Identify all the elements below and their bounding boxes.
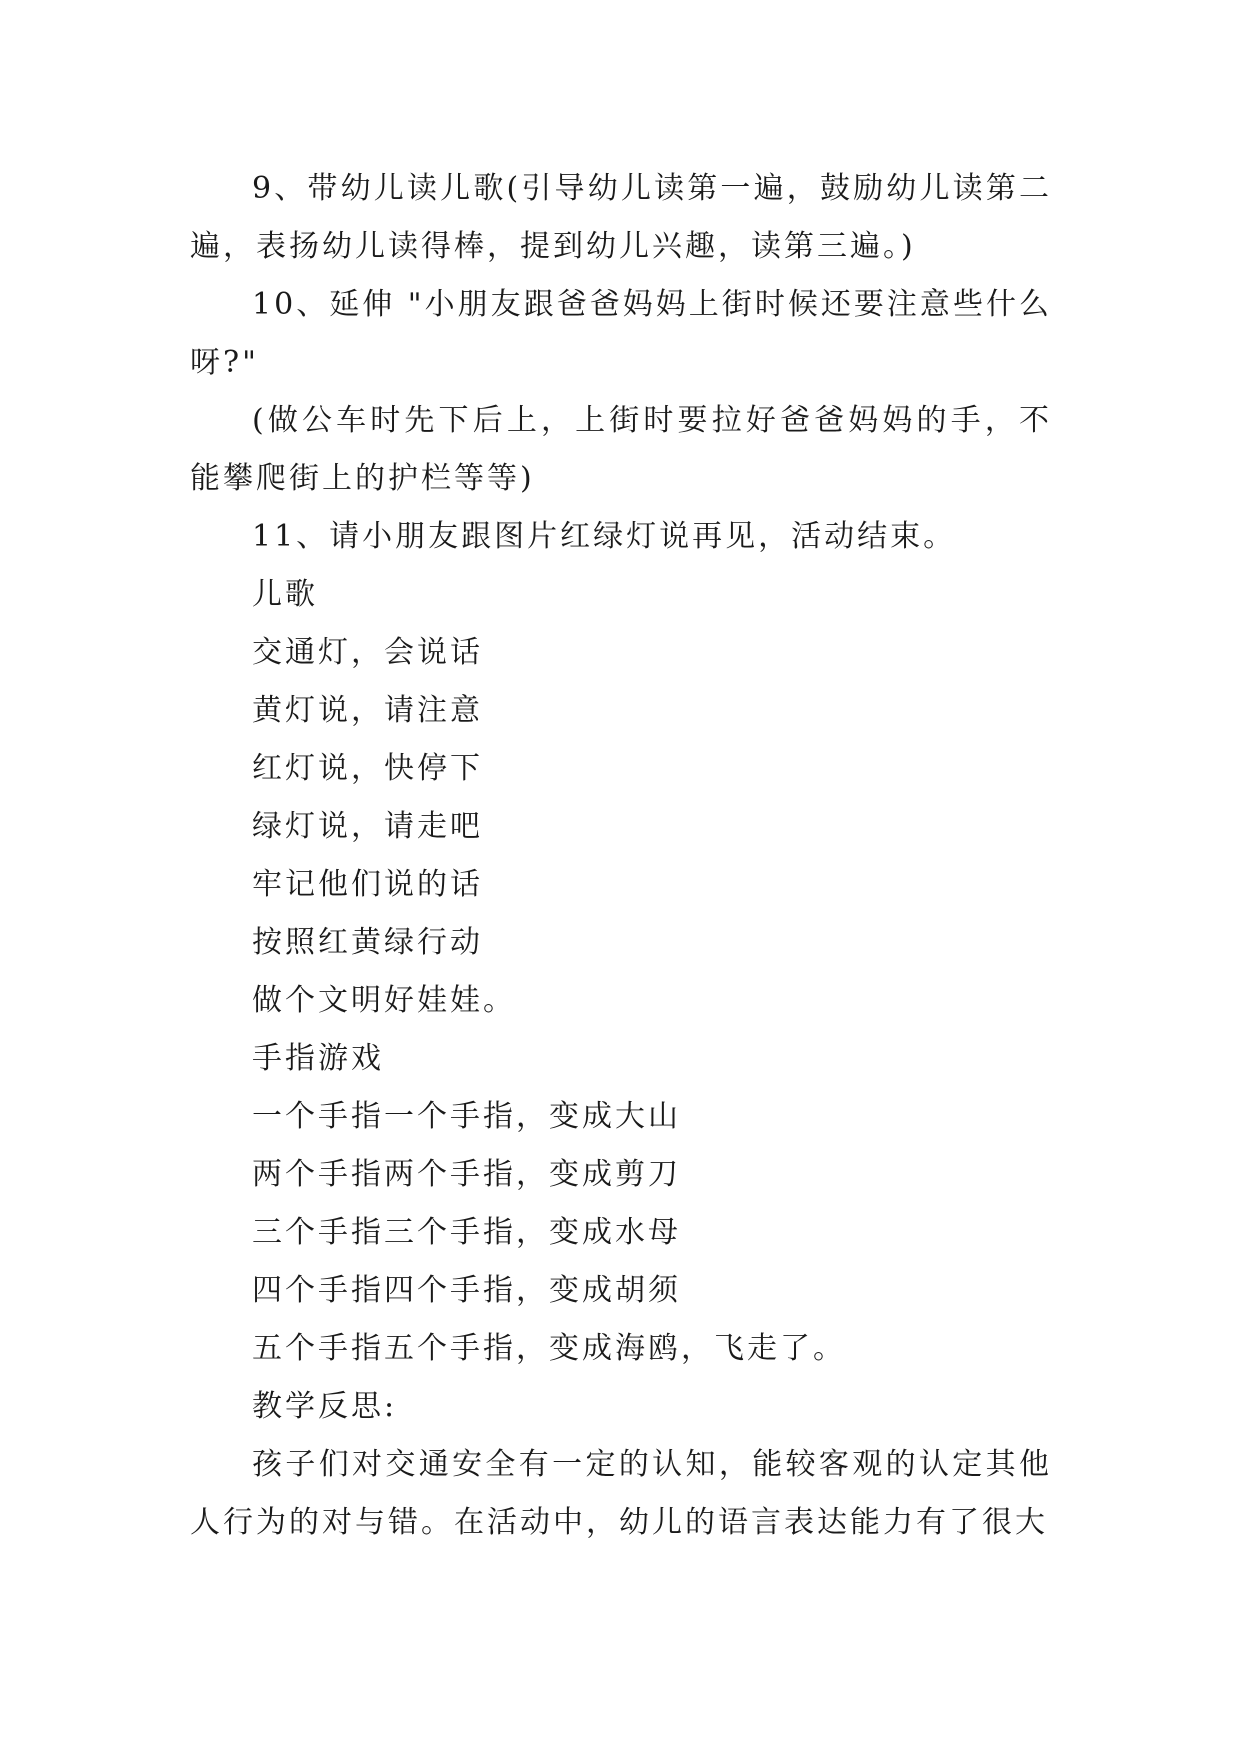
rhyme-line: 做个文明好娃娃。 xyxy=(252,983,516,1018)
rhyme-line: 红灯说，快停下 xyxy=(252,751,483,786)
finger-game-line: 一个手指一个手指，变成大山 xyxy=(252,1099,681,1134)
section-heading-teaching-reflection: 教学反思: xyxy=(252,1389,398,1424)
rhyme-line: 按照红黄绿行动 xyxy=(252,925,483,960)
paragraph-step-9: 9、带幼儿读儿歌(引导幼儿读第一遍，鼓励幼儿读第二遍，表扬幼儿读得棒，提到幼儿兴趣，读第三遍。) xyxy=(190,171,1052,264)
finger-game-line: 四个手指四个手指，变成胡须 xyxy=(252,1273,681,1308)
rhyme-line: 交通灯，会说话 xyxy=(252,635,483,670)
paragraph-reflection: 孩子们对交通安全有一定的认知，能较客观的认定其他人行为的对与错。在活动中，幼儿的语言表达能力有了很大 xyxy=(190,1447,1052,1540)
paragraph-step-10: 10、延伸 "小朋友跟爸爸妈妈上街时候还要注意些什么呀?" xyxy=(190,287,1052,380)
rhyme-line: 牢记他们说的话 xyxy=(252,867,483,902)
finger-game-line: 五个手指五个手指，变成海鸥，飞走了。 xyxy=(252,1331,846,1366)
rhyme-line: 黄灯说，请注意 xyxy=(252,693,483,728)
finger-game-line: 三个手指三个手指，变成水母 xyxy=(252,1215,681,1250)
rhyme-line: 绿灯说，请走吧 xyxy=(252,809,483,844)
section-heading-nursery-rhyme: 儿歌 xyxy=(252,577,318,612)
section-heading-finger-game: 手指游戏 xyxy=(252,1041,384,1076)
finger-game-line: 两个手指两个手指，变成剪刀 xyxy=(252,1157,681,1192)
paragraph-step-10-note: (做公车时先下后上，上街时要拉好爸爸妈妈的手，不能攀爬街上的护栏等等) xyxy=(190,403,1052,496)
paragraph-step-11: 11、请小朋友跟图片红绿灯说再见，活动结束。 xyxy=(252,519,957,554)
document-body xyxy=(190,160,1052,1552)
